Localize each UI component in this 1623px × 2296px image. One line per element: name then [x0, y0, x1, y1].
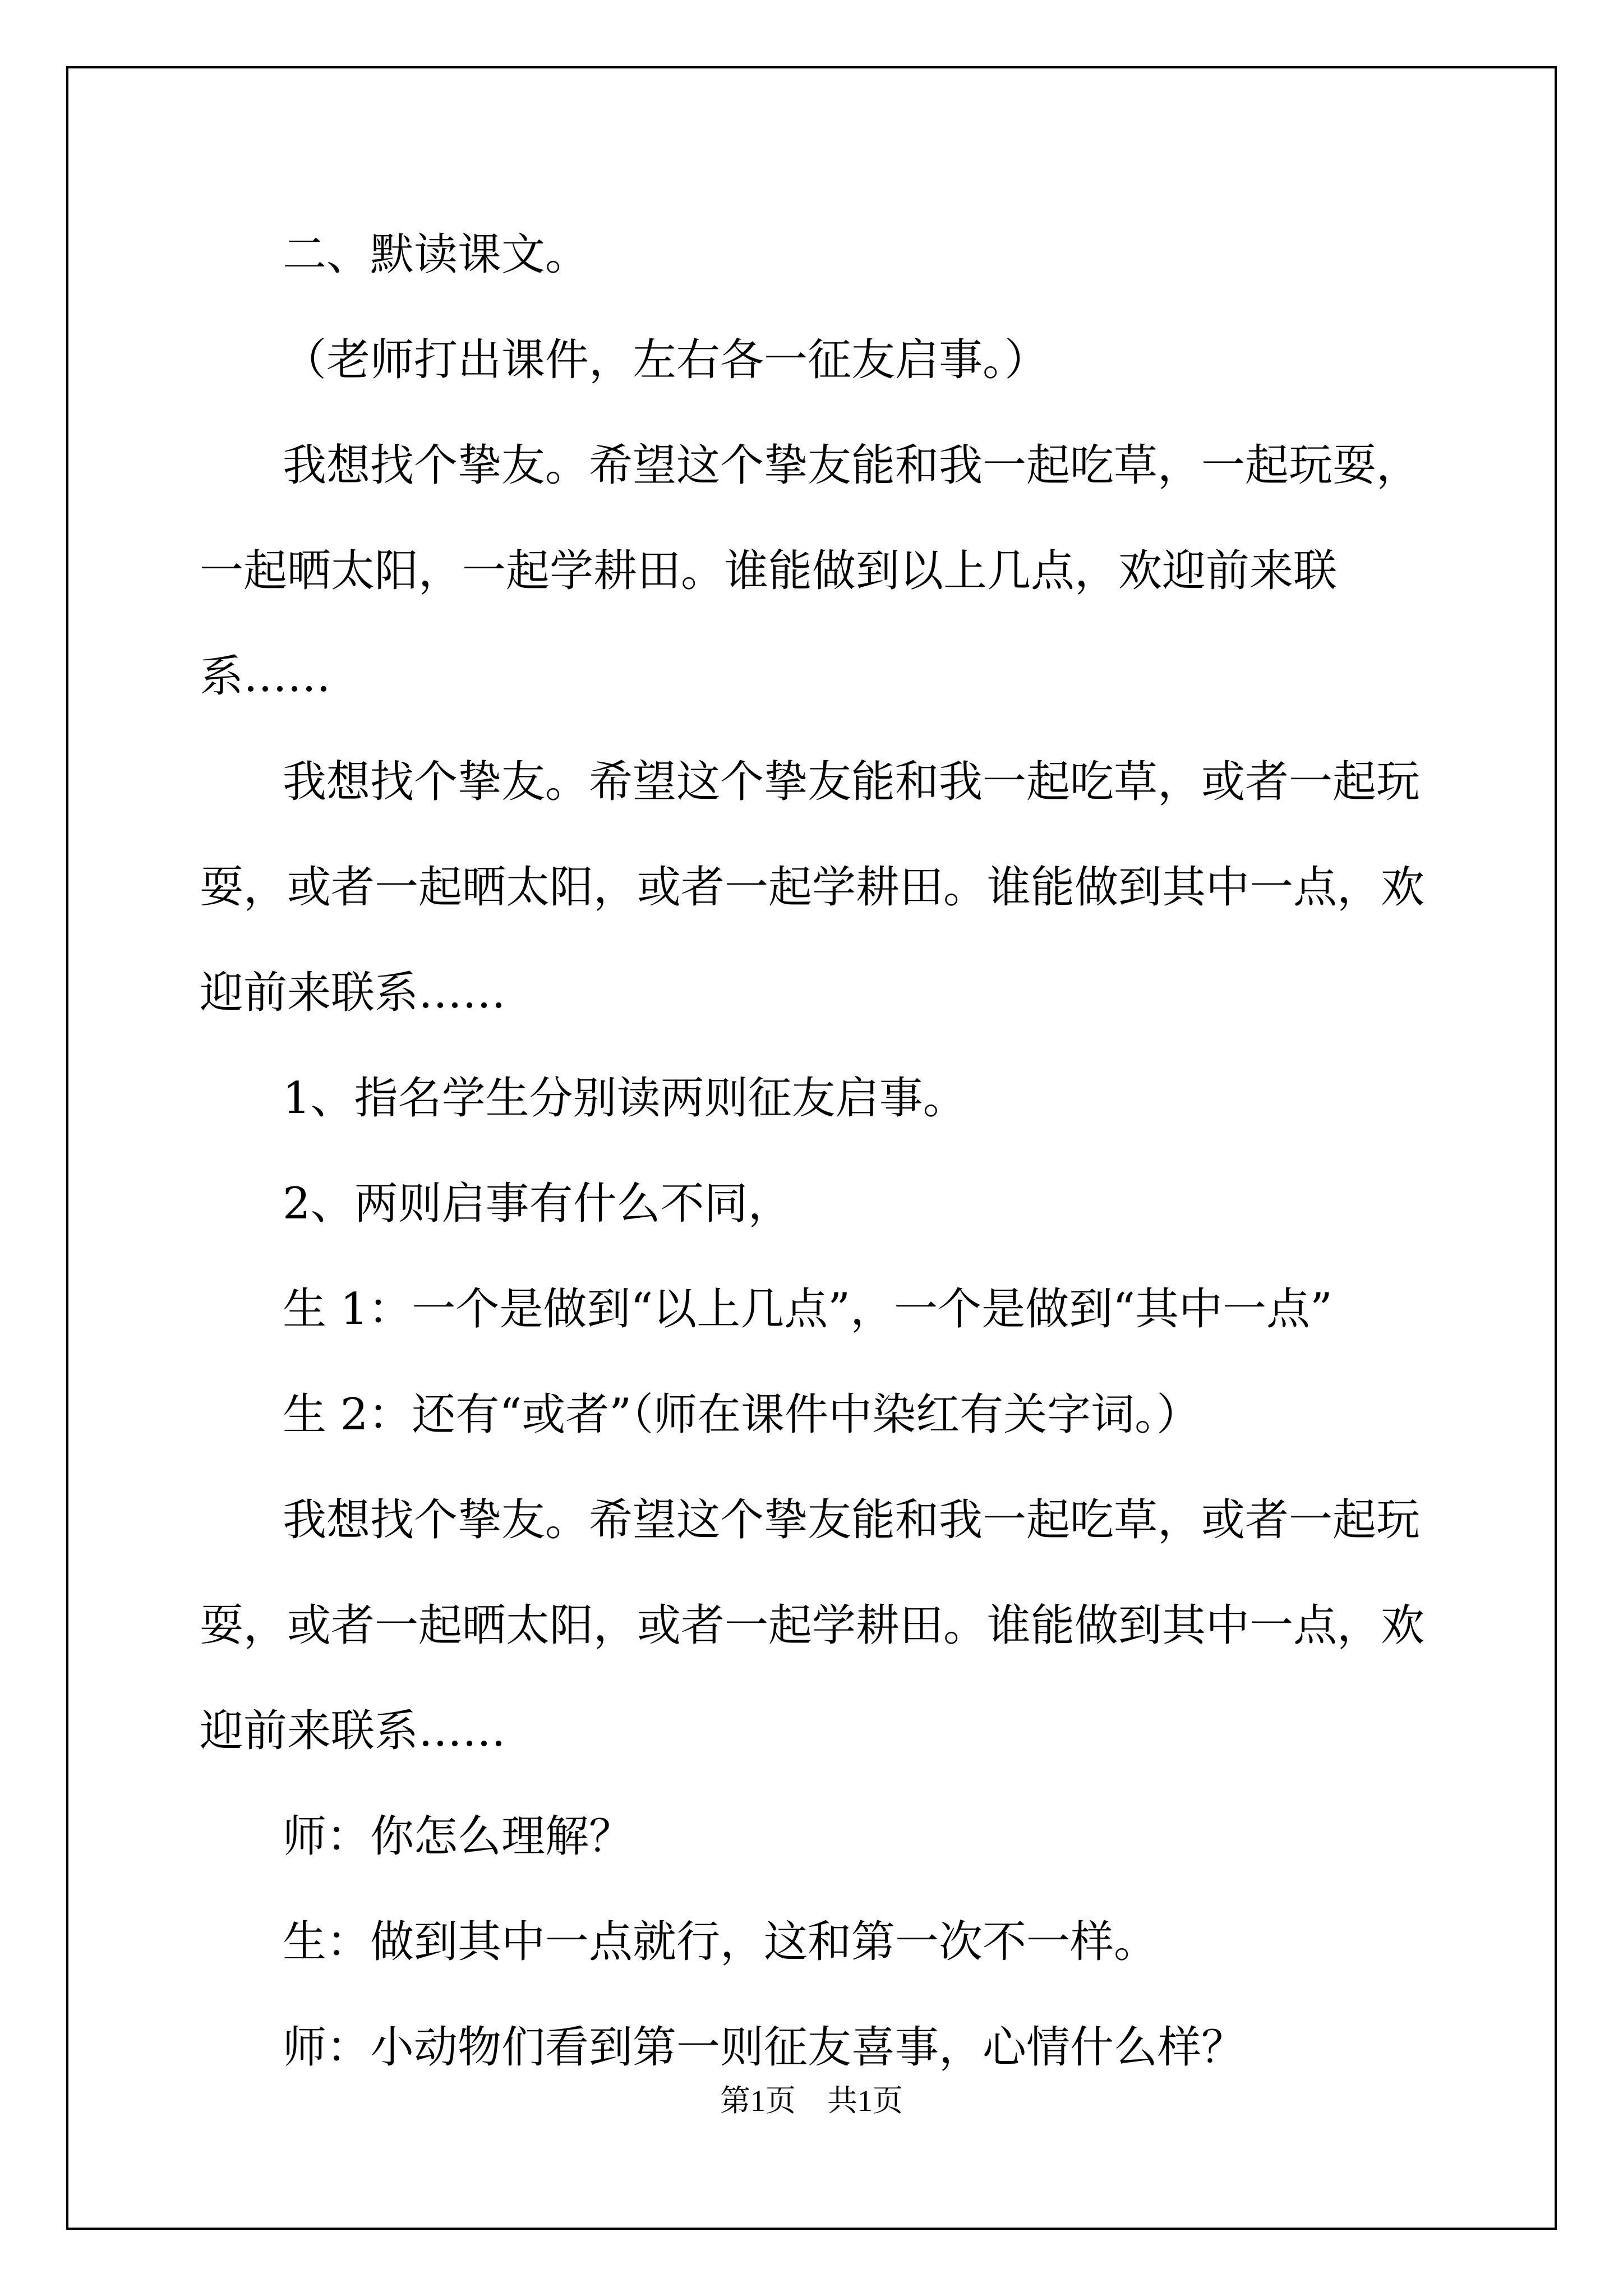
page-number-current: 第1页	[720, 2084, 796, 2118]
paragraph-step-one: 1、指名学生分别读两则征友启事。	[283, 1073, 967, 1124]
page-number-total: 共1页	[827, 2084, 903, 2118]
paragraph-teacher-question: 师：你怎么理解？	[283, 1811, 633, 1862]
paragraph-notice-one: 我想找个挚友。希望这个挚友能和我一起吃草，一起玩耍，一起晒太阳，一起学耕田。谁能做到以上几点，欢迎前来联系……	[200, 440, 1421, 702]
paragraph-student-answer: 生：做到其中一点就行，这和第一次不一样。	[283, 1917, 1158, 1967]
paragraph-student-one: 生 1：一个是做到“以上几点”，一个是做到“其中一点”	[283, 1284, 1332, 1335]
paragraph-section-heading: 二、默读课文。	[283, 229, 589, 280]
paragraph-notice-two-repeat: 我想找个挚友。希望这个挚友能和我一起吃草，或者一起玩耍，或者一起晒太阳，或者一起学耕田。谁能做到其中一点，欢迎前来联系……	[200, 1495, 1425, 1756]
paragraph-courseware-note: （老师打出课件，左右各一征友启事。）	[283, 335, 1049, 385]
paragraph-notice-two: 我想找个挚友。希望这个挚友能和我一起吃草，或者一起玩耍，或者一起晒太阳，或者一起学耕田。谁能做到其中一点，欢迎前来联系……	[200, 757, 1425, 1018]
paragraph-step-two: 2、两则启事有什么不同，	[283, 1179, 792, 1229]
page-footer	[0, 2077, 1623, 2120]
paragraph-student-two: 生 2：还有“或者”（师在课件中染红有关字词。）	[283, 1389, 1201, 1440]
paragraph-teacher-question-two: 师：小动物们看到第一则征友喜事，心情什么样？	[283, 2022, 1246, 2073]
document-body	[200, 202, 1433, 2100]
